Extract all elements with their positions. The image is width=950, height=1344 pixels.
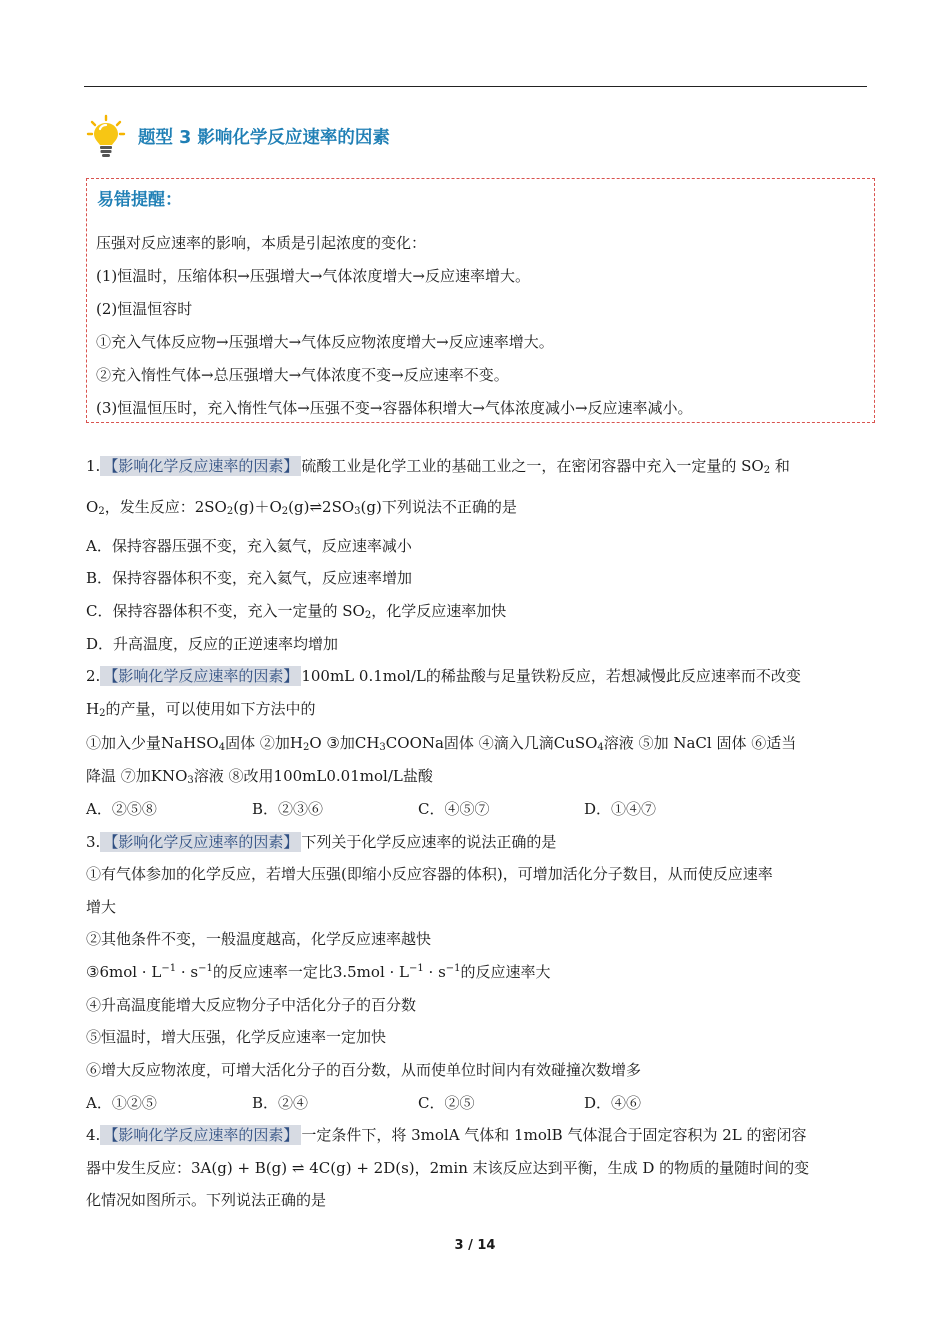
q2-methods-line2: 降温 ⑦加$KNO_3$溶液 ⑧改用100mL0.01mol/L盐酸 (86, 767, 433, 786)
topic-tag: 【影响化学反应速率的因素】 (100, 456, 301, 476)
section-heading (86, 114, 390, 158)
q1-reaction: $O_2$，发生反应：$2SO_2(g)+O_2(g)\rightleftharpoons 2SO_3(g)$下列说法不正确的是 (86, 498, 517, 517)
q3-stem: 3. 【影响化学反应速率的因素】 下列关于化学反应速率的说法正确的是 (86, 833, 557, 851)
q1-option-d: D．升高温度，反应的正逆速率均增加 (86, 635, 339, 653)
q2-option-c: C．④⑤⑦ (418, 800, 490, 818)
lightbulb-icon (86, 114, 126, 158)
q2-option-b: B．②③⑥ (252, 800, 324, 818)
q2-number: 2. (86, 667, 101, 685)
q4-stem-line2: 器中发生反应：3A(g) + B(g) ⇌ 4C(g) + 2D(s)，2min 末该反应达到平衡，生成 D 的物质的量随时间的变 (86, 1159, 810, 1177)
top-rule (84, 86, 867, 87)
topic-tag: 【影响化学反应速率的因素】 (100, 832, 301, 852)
q3-statement-6: ⑥增大反应物浓度，可增大活化分子的百分数，从而使单位时间内有效碰撞次数增多 (86, 1061, 642, 1079)
q1-stem: 1. 【影响化学反应速率的因素】 硫酸工业是化学工业的基础工业之一，在密闭容器中充入一定量的 $SO_2$ 和 (86, 457, 790, 476)
tip-line: 压强对反应速率的影响，本质是引起浓度的变化： (96, 234, 427, 252)
q3-option-a: A．①②⑤ (86, 1094, 157, 1112)
q3-number: 3. (86, 833, 101, 851)
q3-statement-1-cont: 增大 (86, 898, 117, 916)
q1-option-c: C．保持容器体积不变，充入一定量的 $SO_2$，化学反应速率加快 (86, 602, 507, 621)
q3-option-b: B．②④ (252, 1094, 309, 1112)
tip-line: (3)恒温恒压时，充入惰性气体→压强不变→容器体积增大→气体浓度减小→反应速率减小。 (96, 399, 693, 417)
tip-box (86, 178, 875, 423)
tip-line: ②充入惰性气体→总压强增大→气体浓度不变→反应速率不变。 (96, 366, 509, 384)
q4-number: 4. (86, 1126, 101, 1144)
tip-title: 易错提醒： (97, 190, 182, 210)
q2-option-a: A．②⑤⑧ (86, 800, 157, 818)
topic-tag: 【影响化学反应速率的因素】 (100, 666, 301, 686)
q3-statement-2: ②其他条件不变，一般温度越高，化学反应速率越快 (86, 930, 432, 948)
topic-tag: 【影响化学反应速率的因素】 (100, 1125, 301, 1145)
q2-option-d: D．①④⑦ (584, 800, 657, 818)
q3-statement-4: ④升高温度能增大反应物分子中活化分子的百分数 (86, 996, 417, 1014)
q3-statement-5: ⑤恒温时，增大压强，化学反应速率一定加快 (86, 1028, 387, 1046)
q2-stem-line2: $H_2$的产量，可以使用如下方法中的 (86, 700, 316, 719)
q1-option-a: A．保持容器压强不变，充入氦气，反应速率减小 (86, 537, 412, 555)
page-number: 3 / 14 (454, 1238, 496, 1253)
q3-statement-3: ③6mol · $L^{-1} \cdot s^{-1}$的反应速率一定比$3.5mol \cdot L^{-1} \cdot s^{-1}$的反应速率大 (86, 963, 551, 981)
section-title: 题型 3 影响化学反应速率的因素 (138, 127, 390, 148)
tip-line: (1)恒温时，压缩体积→压强增大→气体浓度增大→反应速率增大。 (96, 267, 530, 285)
tip-line: ①充入气体反应物→压强增大→气体反应物浓度增大→反应速率增大。 (96, 333, 554, 351)
q2-stem: 2. 【影响化学反应速率的因素】 100mL 0.1mol/L的稀盐酸与足量铁粉反应，若想减慢此反应速率而不改变 (86, 667, 801, 685)
q1-option-b: B．保持容器体积不变，充入氦气，反应速率增加 (86, 569, 413, 587)
q4-stem: 4. 【影响化学反应速率的因素】 一定条件下，将 3molA 气体和 1molB 气体混合于固定容积为 2L 的密闭容 (86, 1126, 807, 1144)
tip-line: (2)恒温恒容时 (96, 300, 193, 318)
q4-stem-line3: 化情况如图所示。下列说法正确的是 (86, 1191, 327, 1209)
q2-methods-line1: ①加入少量NaHSO$_4$固体 ②加$H_2O$ ③加$CH_3COONa$固体 ④滴入几滴CuSO$_4$溶液 ⑤加 NaCl 固体 ⑥适当 (86, 734, 797, 753)
q1-number: 1. (86, 457, 101, 475)
q3-option-d: D．④⑥ (584, 1094, 642, 1112)
q3-statement-1: ①有气体参加的化学反应，若增大压强(即缩小反应容器的体积)，可增加活化分子数目，从而使反应速率 (86, 865, 773, 883)
q3-option-c: C．②⑤ (418, 1094, 475, 1112)
